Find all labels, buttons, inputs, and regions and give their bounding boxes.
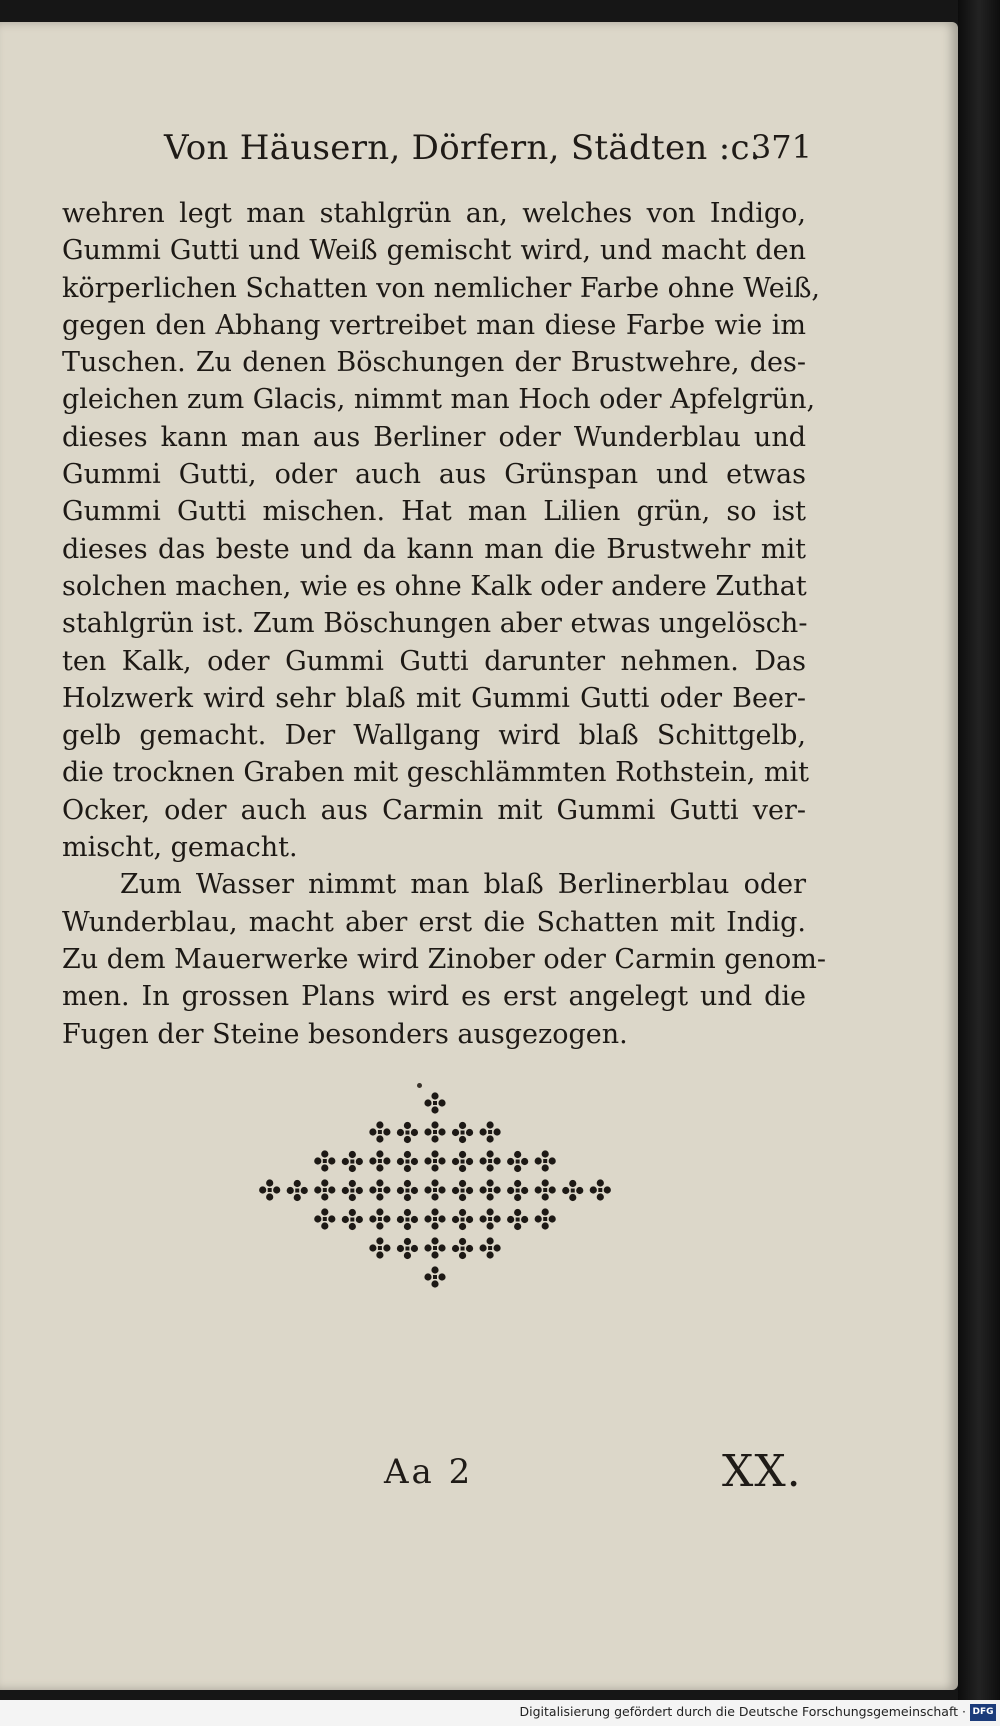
text-line: Tuschen. Zu denen Böschungen der Brustwehre, des- <box>62 347 806 379</box>
dfg-logo-icon: DFG <box>970 1704 996 1721</box>
book-spine-shadow <box>958 0 1000 1726</box>
text-line: gegen den Abhang vertreibet man diese Farbe wie im <box>62 309 806 341</box>
fleuron-glyph <box>314 1150 335 1171</box>
fleuron-glyph <box>314 1208 335 1229</box>
text-line: Zu dem Mauerwerke wird Zinober oder Carmin genom- <box>62 943 826 975</box>
fleuron-glyph <box>452 1238 473 1259</box>
fleuron-glyph <box>424 1121 445 1142</box>
text-line: gelb gemacht. Der Wallgang wird blaß Schittgelb, <box>62 720 806 752</box>
fleuron-glyph <box>507 1209 528 1230</box>
fleuron-glyph <box>424 1092 445 1113</box>
fleuron-glyph <box>535 1208 556 1229</box>
fleuron-glyph <box>397 1122 418 1143</box>
fleuron-glyph <box>424 1208 445 1229</box>
fleuron-glyph <box>452 1151 473 1172</box>
fleuron-glyph <box>480 1179 501 1200</box>
fleuron-glyph <box>480 1208 501 1229</box>
fleuron-glyph <box>342 1209 363 1230</box>
fleuron-glyph <box>507 1180 528 1201</box>
text-line: dieses das beste und da kann man die Brustwehr mit <box>62 533 806 565</box>
fleuron-glyph <box>287 1180 308 1201</box>
text-line: mischt, gemacht. <box>62 832 298 864</box>
fleuron-glyph <box>590 1179 611 1200</box>
footer-bar <box>0 1700 1000 1726</box>
text-line: gleichen zum Glacis, nimmt man Hoch oder Apfelgrün, <box>62 384 816 416</box>
text-line: solchen machen, wie es ohne Kalk oder andere Zuthat <box>62 570 807 602</box>
fleuron-glyph <box>369 1121 390 1142</box>
page-number: 371 <box>750 128 812 166</box>
signature-mark: Aa 2 <box>384 1452 474 1492</box>
text-line: Wunderblau, macht aber erst die Schatten mit Indig. <box>62 906 806 938</box>
text-line: Gummi Gutti mischen. Hat man Lilien grün, so ist <box>62 496 806 528</box>
fleuron-glyph <box>480 1150 501 1171</box>
fleuron-diamond-ornament-icon <box>215 1080 655 1300</box>
fleuron-glyph <box>424 1266 445 1287</box>
text-line: stahlgrün ist. Zum Böschungen aber etwas ungelösch- <box>62 608 808 640</box>
fleuron-glyph <box>480 1121 501 1142</box>
fleuron-glyph <box>424 1150 445 1171</box>
fleuron-glyph <box>314 1179 335 1200</box>
fleuron-glyph <box>452 1180 473 1201</box>
fleuron-glyph <box>507 1151 528 1172</box>
text-line: die trocknen Graben mit geschlämmten Rothstein, mit <box>62 757 809 789</box>
text-line: körperlichen Schatten von nemlicher Farbe ohne Weiß, <box>62 272 821 304</box>
text-line: Gummi Gutti und Weiß gemischt wird, und macht den <box>62 235 806 267</box>
text-line: Ocker, oder auch aus Carmin mit Gummi Gutti ver- <box>62 794 806 826</box>
text-line: ten Kalk, oder Gummi Gutti darunter nehmen. Das <box>62 645 806 677</box>
fleuron-glyph <box>424 1237 445 1258</box>
fleuron-glyph <box>369 1208 390 1229</box>
fleuron-glyph <box>535 1150 556 1171</box>
fleuron-glyph <box>369 1179 390 1200</box>
fleuron-glyph <box>480 1237 501 1258</box>
fleuron-glyph <box>369 1237 390 1258</box>
fleuron-glyph <box>342 1151 363 1172</box>
fleuron-glyph <box>397 1209 418 1230</box>
running-head <box>164 128 812 178</box>
catchword: XX. <box>722 1446 802 1497</box>
text-line: wehren legt man stahlgrün an, welches von Indigo, <box>62 198 806 229</box>
fleuron-glyph <box>397 1151 418 1172</box>
text-line: Gummi Gutti, oder auch aus Grünspan und etwas <box>62 459 806 491</box>
fleuron-glyph <box>259 1179 280 1200</box>
body-text <box>62 195 826 1053</box>
fleuron-glyph <box>452 1122 473 1143</box>
text-line: men. In grossen Plans wird es erst angelegt und die <box>62 981 806 1013</box>
fleuron-glyph <box>452 1209 473 1230</box>
fleuron-glyph <box>535 1179 556 1200</box>
text-line: Holzwerk wird sehr blaß mit Gummi Gutti oder Beer- <box>62 682 806 714</box>
digitization-credit: Digitalisierung gefördert durch die Deutsche Forschungsgemeinschaft · <box>519 1704 966 1719</box>
text-line: Fugen der Steine besonders ausgezogen. <box>62 1018 628 1050</box>
fleuron-glyph <box>369 1150 390 1171</box>
text-line: dieses kann man aus Berliner oder Wunderblau und <box>62 421 806 453</box>
paragraph-2 <box>62 866 826 1052</box>
fleuron-glyph <box>342 1180 363 1201</box>
text-line: Zum Wasser nimmt man blaß Berlinerblau oder <box>120 869 806 901</box>
fleuron-glyph <box>397 1238 418 1259</box>
paragraph-1 <box>62 195 821 866</box>
fleuron-glyph <box>397 1180 418 1201</box>
fleuron-glyph <box>424 1179 445 1200</box>
running-title: Von Häusern, Dörfern, Städten :c. <box>164 128 761 168</box>
fleuron-glyph <box>562 1180 583 1201</box>
